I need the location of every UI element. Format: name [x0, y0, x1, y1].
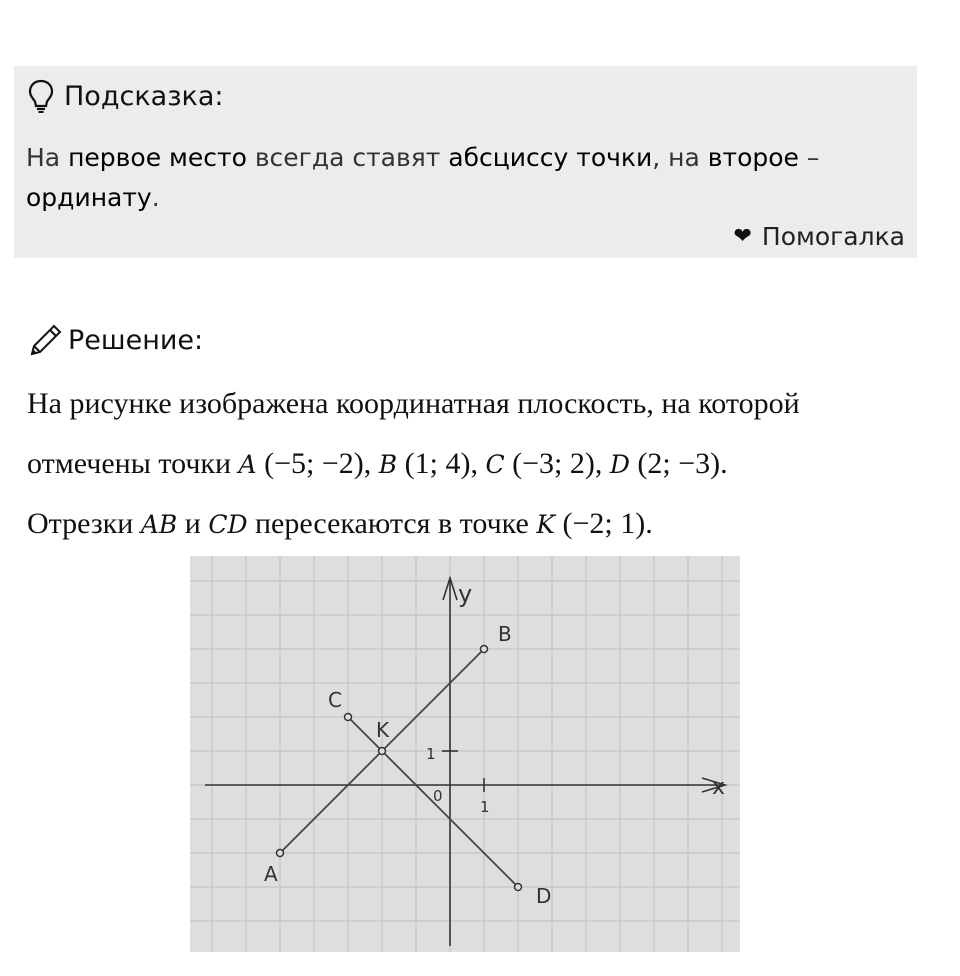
solution-line-2: отмечены точки A (−5; −2), B (1; 4), C (−3; 2), D (2; −3). [27, 446, 728, 480]
point-A [277, 850, 284, 857]
point-D [515, 884, 522, 891]
hint-bold-ordinate: ординату [26, 183, 152, 212]
point-C [345, 714, 352, 721]
point-label-D: D [536, 884, 552, 908]
y-axis-label: y [458, 580, 473, 608]
lightbulb-icon [28, 79, 54, 113]
point-B [481, 646, 488, 653]
x-unit-label: 1 [480, 798, 490, 816]
hint-bold-abscissa: абсциссу точки [448, 143, 653, 172]
y-unit-label: 1 [426, 745, 436, 763]
hint-bold-second: второе [707, 143, 799, 172]
heart-icon: ❤ [733, 224, 752, 249]
solution-line-1: На рисунке изображена координатная плоскость, на которой [27, 387, 800, 420]
hint-title: Подсказка: [64, 80, 224, 112]
hint-bold-first-place: первое место [68, 143, 247, 172]
point-label-B: B [498, 622, 512, 646]
solution-title: Решение: [68, 324, 204, 356]
x-axis-label: x [712, 775, 726, 800]
coordinate-plane [190, 556, 740, 952]
origin-label: 0 [433, 787, 443, 805]
hint-header [28, 78, 224, 114]
coordinate-plane-photo [190, 556, 740, 952]
helper-label: Помогалка [761, 222, 905, 251]
helper-link[interactable] [733, 222, 905, 251]
point-label-K: K [376, 718, 390, 742]
point-K [379, 748, 386, 755]
pencil-icon [28, 322, 64, 358]
hint-box [14, 66, 917, 258]
point-label-C: C [328, 688, 342, 712]
solution-header [28, 320, 203, 360]
point-label-A: A [264, 862, 278, 886]
hint-text: На первое место всегда ставят абсциссу точки, на второе – ординату. [26, 143, 820, 212]
solution-line-3: Отрезки AB и CD пересекаются в точке K (−2; 1). [27, 507, 653, 540]
solution-text [27, 374, 937, 555]
segment-CD [348, 717, 518, 887]
